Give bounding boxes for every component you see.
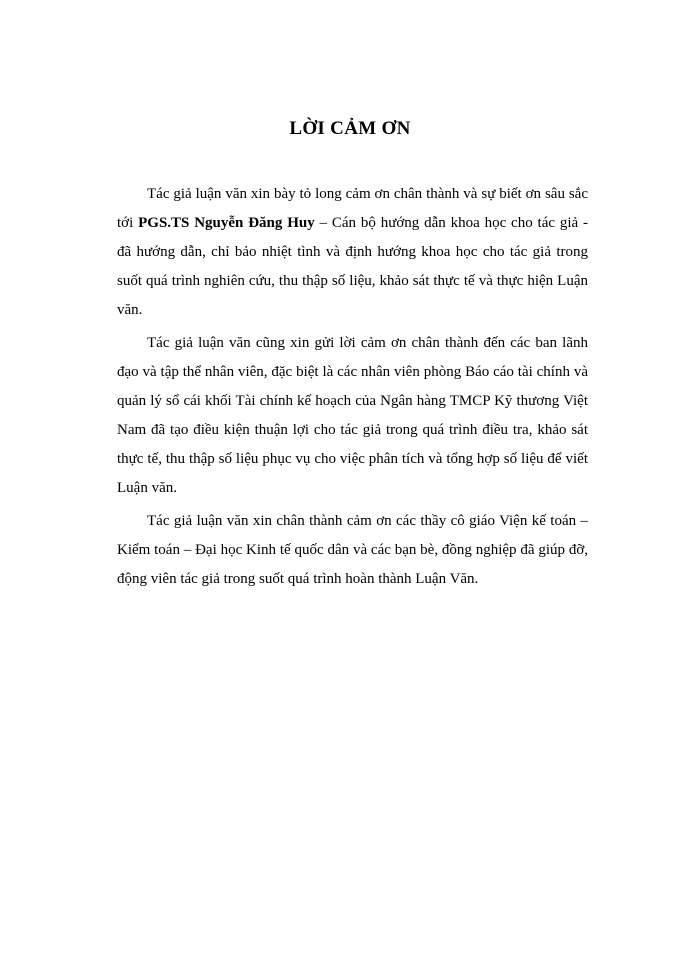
body-text <box>117 180 588 598</box>
advisor-name: PGS.TS Nguyễn Đăng Huy <box>138 215 315 231</box>
paragraph-3: Tác giả luận văn xin chân thành cảm ơn các thầy cô giáo Viện kế toán – Kiểm toán – Đại học Kinh tế quốc dân và các bạn bè, đồng nghiệp đã giúp đỡ, động viên tác giả trong suốt quá trình hoàn thành Luận Văn. <box>117 513 588 587</box>
paragraph-1 <box>117 180 588 325</box>
page-title: LỜI CẢM ƠN <box>289 118 411 139</box>
paragraph-1-rest: – Cán bộ hướng dẫn khoa học cho tác giả - đã hướng dẫn, chỉ bảo nhiệt tình và định hướng khoa học cho tác giả trong suốt quá trình nghiên cứu, thu thập số liệu, khảo sát thực tế và thực hiện Luận văn. <box>117 215 588 318</box>
paragraph-1-lead: Tác giả luận văn xin bày tỏ long cảm ơn chân thành và sự biết ơn sâu sắc tới <box>117 186 588 231</box>
paragraph-2: Tác giả luận văn cũng xin gửi lời cảm ơn chân thành đến các ban lãnh đạo và tập thể nhân viên, đặc biệt là các nhân viên phòng Báo cáo tài chính và quản lý sổ cái khối Tài chính kế hoạch của Ngân hàng TMCP Kỹ thương Việt Nam đã tạo điều kiện thuận lợi cho tác giả trong quá trình điều tra, khảo sát thực tế, thu thập số liệu phục vụ cho việc phân tích và tổng hợp số liệu để viết Luận văn. <box>117 335 588 496</box>
